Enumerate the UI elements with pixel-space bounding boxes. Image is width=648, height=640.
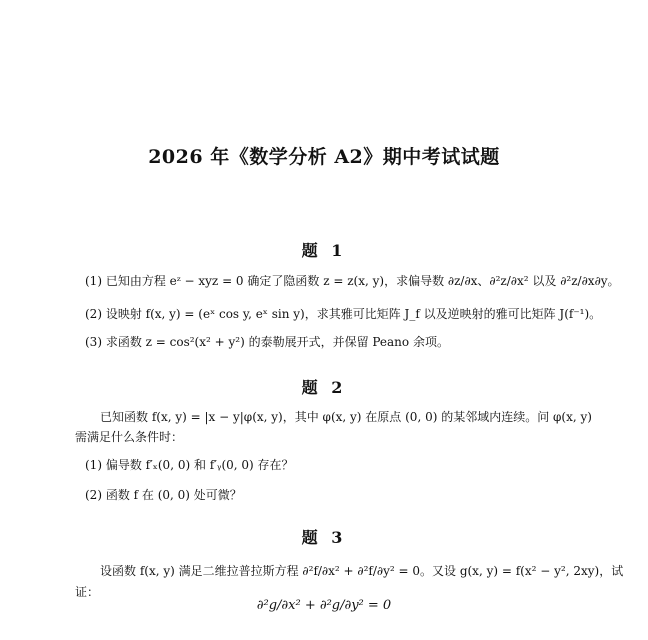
section-heading-3: 题 3 xyxy=(301,528,347,547)
problem-3-intro-line-1: 设函数 f(x, y) 满足二维拉普拉斯方程 ∂²f/∂x² + ∂²f/∂y² = 0。又设 g(x, y) = f(x² − y², 2xy)，试 xyxy=(100,564,624,578)
page-title: 2026 年《数学分析 A2》期中考试试题 xyxy=(148,146,500,168)
problem-2-item-1: (1) 偏导数 f′ₓ(0, 0) 和 f′ᵧ(0, 0) 存在？ xyxy=(85,458,294,472)
problem-2-intro-line-1: 已知函数 f(x, y) = |x − y|φ(x, y)，其中 φ(x, y) 在原点 (0, 0) 的某邻域内连续。问 φ(x, y) xyxy=(100,410,592,424)
problem-2-item-2: (2) 函数 f 在 (0, 0) 处可微？ xyxy=(85,488,242,502)
problem-3-equation: ∂²g/∂x² + ∂²g/∂y² = 0 xyxy=(256,598,392,613)
problem-1-item-3: (3) 求函数 z = cos²(x² + y²) 的泰勒展开式，并保留 Peano 余项。 xyxy=(85,335,449,349)
problem-1-item-2: (2) 设映射 f(x, y) = (eˣ cos y, eˣ sin y)，求其雅可比矩阵 J_f 以及逆映射的雅可比矩阵 J(f⁻¹)。 xyxy=(85,307,602,321)
section-heading-2: 题 2 xyxy=(301,378,347,397)
problem-3-intro-line-2: 证： xyxy=(75,585,100,599)
problem-2-intro-line-2: 需满足什么条件时： xyxy=(75,430,184,444)
problem-1-item-1: (1) 已知由方程 eᶻ − xyz = 0 确定了隐函数 z = z(x, y)，求偏导数 ∂z/∂x、∂²z/∂x² 以及 ∂²z/∂x∂y。 xyxy=(85,274,620,288)
section-heading-1: 题 1 xyxy=(301,241,347,260)
